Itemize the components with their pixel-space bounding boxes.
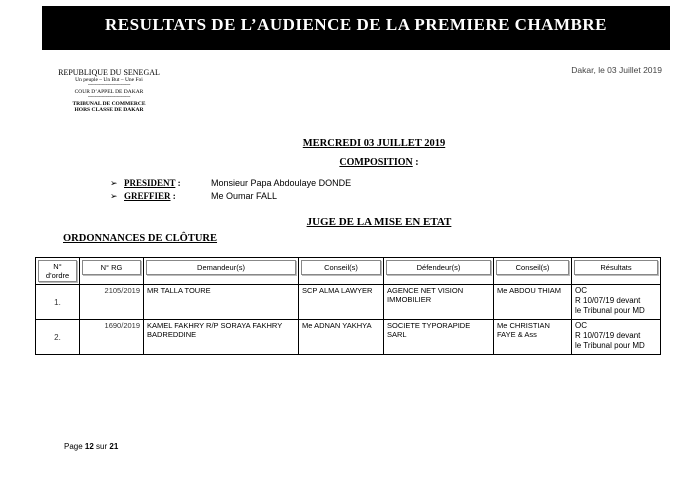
footer-prefix: Page [64, 442, 85, 451]
table-row [36, 320, 661, 355]
member-role: GREFFIER [124, 191, 171, 201]
header-order-line1: N° [53, 262, 62, 271]
cell-defendant: AGENCE NET VISION IMMOBILIER [384, 285, 494, 320]
tribunal-name-line1: TRIBUNAL DE COMMERCE [72, 101, 146, 107]
footer-middle: sur [93, 442, 110, 451]
header-counsel2-label: Conseil(s) [496, 260, 569, 275]
member-role-suffix: : [175, 178, 181, 188]
member-role-suffix: : [170, 191, 176, 201]
header-defendant [384, 258, 494, 285]
republic-name: REPUBLIQUE DU SENEGAL [58, 68, 160, 77]
cell-results [572, 320, 661, 355]
member-name: Me Oumar FALL [211, 191, 278, 201]
cell-results [572, 285, 661, 320]
header-separator: ------------------------------- [87, 83, 131, 88]
header-rg-label: N° RG [82, 260, 141, 275]
cell-plaintiff: KAMEL FAKHRY R/P SORAYA FAKHRY BADREDDINE [144, 320, 299, 355]
result-detail: R 10/07/19 devant [575, 331, 641, 340]
banner-title: RESULTATS DE L’AUDIENCE DE LA PREMIERE CHAMBRE [105, 15, 607, 34]
header-counsel2 [494, 258, 572, 285]
current-page-number: 12 [84, 442, 94, 451]
header-counsel1 [299, 258, 384, 285]
cell-counsel2: Me CHRISTIAN FAYE & Ass [494, 320, 572, 355]
result-detail: le Tribunal pour MD [575, 341, 645, 350]
composition-label: COMPOSITION [339, 157, 413, 168]
national-motto: Un peuple – Un But – Une Foi [75, 77, 143, 83]
header-order-line2: d’ordre [45, 271, 70, 280]
hearing-day [0, 138, 698, 149]
result-code: OC [575, 286, 587, 295]
header-results [572, 258, 661, 285]
header-results-label: Résultats [574, 260, 658, 275]
hearing-day-text: MERCREDI 03 JUILLET 2019 [302, 138, 446, 149]
cell-defendant: SOCIETE TYPORAPIDE SARL [384, 320, 494, 355]
cell-counsel2: Me ABDOU THIAM [494, 285, 572, 320]
cell-order: 2. [36, 320, 80, 355]
document-date: Dakar, le 03 Juillet 2019 [571, 65, 662, 75]
section-title-text: JUGE DE LA MISE EN ETAT [306, 216, 452, 228]
member-president [110, 178, 351, 189]
composition-heading [0, 157, 698, 168]
table-header-row [36, 258, 661, 285]
arrow-bullet-icon: ➢ [110, 178, 118, 188]
tribunal-name-line2: HORS CLASSE DE DAKAR [74, 107, 144, 113]
section-subtitle: ORDONNANCES DE CLÔTURE [63, 233, 218, 244]
cell-order: 1. [36, 285, 80, 320]
result-detail: le Tribunal pour MD [575, 306, 645, 315]
header-rg [80, 258, 144, 285]
cell-counsel1: SCP ALMA LAWYER [299, 285, 384, 320]
member-greffier [110, 191, 277, 202]
table-row [36, 285, 661, 320]
header-plaintiff-label: Demandeur(s) [146, 260, 296, 275]
member-name: Monsieur Papa Abdoulaye DONDE [211, 178, 352, 188]
cell-counsel1: Me ADNAN YAKHYA [299, 320, 384, 355]
page-banner [42, 6, 670, 50]
header-order [36, 258, 80, 285]
result-code: OC [575, 321, 587, 330]
header-counsel1-label: Conseil(s) [301, 260, 381, 275]
results-table [35, 257, 661, 355]
cell-plaintiff: MR TALLA TOURE [144, 285, 299, 320]
total-pages: 21 [109, 442, 119, 451]
court-name: COUR D’APPEL DE DAKAR [74, 89, 144, 95]
header-separator: ------------------------------- [87, 95, 131, 100]
result-detail: R 10/07/19 devant [575, 296, 641, 305]
composition-suffix: : [412, 157, 419, 168]
page-footer [64, 442, 118, 451]
member-role: PRESIDENT [124, 178, 176, 188]
section-title [0, 216, 698, 228]
header-defendant-label: Défendeur(s) [386, 260, 491, 275]
cell-rg: 1690/2019 [80, 320, 144, 355]
cell-rg: 2105/2019 [80, 285, 144, 320]
header-plaintiff [144, 258, 299, 285]
court-header-block [52, 68, 166, 113]
arrow-bullet-icon: ➢ [110, 191, 118, 201]
